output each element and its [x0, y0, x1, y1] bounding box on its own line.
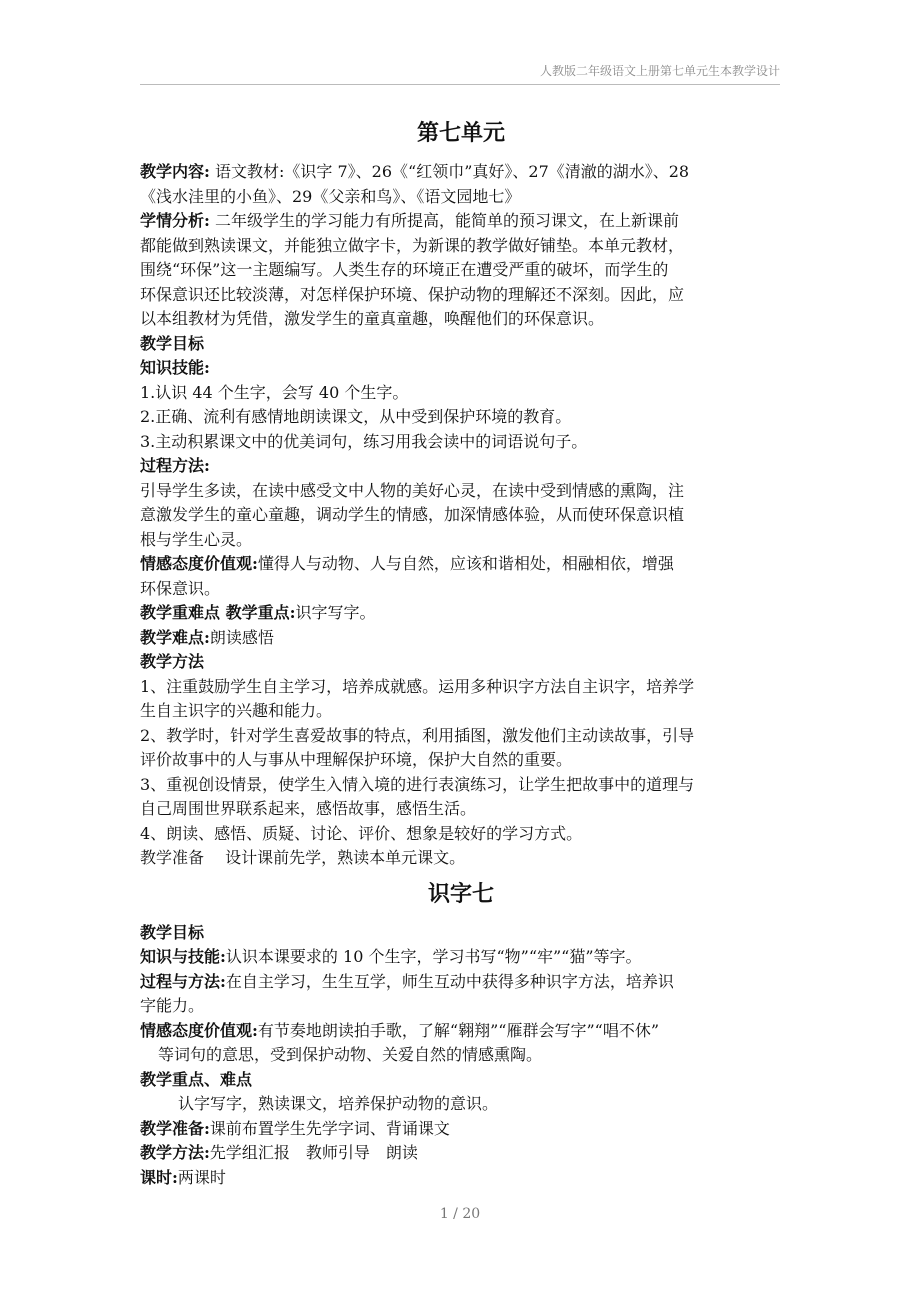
- lesson-method-text: 先学组汇报 教师引导 朗读: [209, 1143, 418, 1162]
- document-body: [140, 116, 782, 1190]
- process-heading: 过程方法:: [140, 456, 210, 475]
- method-line: 自己周围世界联系起来，感悟故事，感悟生活。: [140, 799, 477, 818]
- emotion-text: 懂得人与动物、人与自然，应该和谐相处，相融相依，增强: [257, 554, 674, 573]
- method-line: 生自主识字的兴趣和能力。: [140, 701, 333, 720]
- method-line: 3、重视创设情景，使学生入情入境的进行表演练习，让学生把故事中的道理与: [140, 774, 695, 794]
- knowledge-item: 2.正确、流利有感情地朗读课文，从中受到保护环境的教育。: [140, 407, 572, 426]
- goals-heading: 教学目标: [140, 333, 205, 353]
- lesson-method-label: 教学方法:: [140, 1143, 210, 1162]
- difficulty-text: 朗读感悟: [209, 627, 274, 647]
- keypoint-paragraph: [140, 601, 782, 626]
- lesson-emotion: [140, 1019, 782, 1044]
- lesson-method: [140, 1141, 782, 1166]
- content-text-line: 《浅水洼里的小鱼》、29《父亲和鸟》、《语文园地七》: [140, 186, 521, 206]
- lesson-keypoint-text: 认字写字，熟读课文，培养保护动物的意识。: [178, 1094, 499, 1113]
- analysis-paragraph: [140, 209, 782, 234]
- unit-title: 第七单元: [416, 120, 505, 146]
- analysis-line: 都能做到熟读课文，并能独立做字卡，为新课的教学做好铺垫。本单元教材，: [140, 235, 685, 255]
- emotion-line: 环保意识。: [140, 578, 221, 598]
- lesson-emotion-line: 等词句的意思，受到保护动物、关爱自然的情感熏陶。: [158, 1045, 543, 1064]
- content-label: 教学内容:: [140, 162, 210, 181]
- analysis-line: 环保意识还比较淡薄，对怎样保护环境、保护动物的理解还不深刻。因此，应: [140, 284, 685, 304]
- page-header: 人教版二年级语文上册第七单元生本教学设计: [539, 64, 780, 78]
- content-paragraph: [140, 160, 782, 185]
- lesson-knowledge-label: 知识与技能:: [140, 947, 226, 966]
- analysis-text: 二年级学生的学习能力有所提高，能简单的预习课文，在上新课前: [209, 211, 680, 230]
- lesson-emotion-text: 有节奏地朗读拍手歌，了解“翱翔”“雁群会写字”“唱不休”: [257, 1020, 660, 1040]
- lesson-emotion-label: 情感态度价值观:: [140, 1020, 258, 1040]
- lesson-hours-label: 课时:: [140, 1167, 178, 1187]
- analysis-label: 学情分析:: [140, 211, 210, 230]
- knowledge-item: 1.认识 44 个生字，会写 40 个生字。: [140, 382, 409, 402]
- knowledge-heading: 知识技能:: [140, 358, 210, 377]
- emotion-paragraph: [140, 552, 782, 577]
- lesson-goals-heading: 教学目标: [140, 922, 205, 942]
- method-line: 1、注重鼓励学生自主学习，培养成就感。运用多种识字方法自主识字，培养学: [140, 676, 695, 696]
- header-rule: [140, 84, 780, 85]
- analysis-line: 围绕“环保”这一主题编写。人类生存的环境正在遭受严重的破坏，而学生的: [140, 260, 669, 279]
- lesson-knowledge-text: 认识本课要求的 10 个生字，学习书写“物”“牢”“猫”等字。: [225, 947, 642, 966]
- method-line: 4、朗读、感悟、质疑、讨论、评价、想象是较好的学习方式。: [140, 823, 583, 843]
- lesson-hours-text: 两课时: [177, 1167, 226, 1187]
- knowledge-item: 3.主动积累课文中的优美词句，练习用我会读中的词语说句子。: [140, 431, 588, 451]
- lesson-prep-label: 教学准备:: [140, 1118, 210, 1138]
- analysis-line: 以本组教材为凭借，激发学生的童真童趣，唤醒他们的环保意识。: [140, 309, 605, 328]
- process-line: 根与学生心灵。: [140, 529, 253, 549]
- lesson-prep-text: 课前布置学生先学字词、背诵课文: [209, 1118, 450, 1138]
- keypoint-text: 识字写字。: [295, 603, 376, 622]
- page-number: 1 / 20: [439, 1206, 481, 1222]
- lesson-keypoint-heading: 教学重点、难点: [140, 1069, 253, 1089]
- lesson-prep: [140, 1117, 782, 1142]
- method-line: 2、教学时，针对学生喜爱故事的特点，利用插图，激发他们主动读故事，引导: [140, 725, 695, 745]
- emotion-label: 情感态度价值观:: [140, 554, 258, 573]
- method-heading: 教学方法: [140, 652, 205, 671]
- lesson-process-line: 字能力。: [140, 996, 205, 1015]
- lesson-process-text: 在自主学习，生生互学，师生互动中获得多种识字方法，培养识: [225, 971, 674, 991]
- lesson-knowledge: [140, 945, 782, 970]
- lesson-title: 识字七: [427, 880, 494, 907]
- prep-line: 教学准备 设计课前先学，熟读本单元课文。: [140, 848, 466, 867]
- lesson-process-label: 过程与方法:: [140, 971, 226, 991]
- content-text: 语文教材:《识字 7》、26《“红领巾”真好》、27《清澈的湖水》、28: [209, 162, 690, 181]
- process-line: 意激发学生的童心童趣，调动学生的情感，加深情感体验，从而使环保意识植: [140, 505, 685, 524]
- lesson-hours: [140, 1166, 782, 1191]
- method-line: 评价故事中的人与事从中理解保护环境，保护大自然的重要。: [140, 750, 573, 769]
- difficulty-label: 教学难点:: [140, 627, 210, 647]
- lesson-process: [140, 970, 782, 995]
- keypoint-label: 教学重难点 教学重点:: [140, 603, 296, 622]
- process-line: 引导学生多读，在读中感受文中人物的美好心灵，在读中受到情感的熏陶，注: [140, 480, 685, 500]
- difficulty-paragraph: [140, 626, 782, 651]
